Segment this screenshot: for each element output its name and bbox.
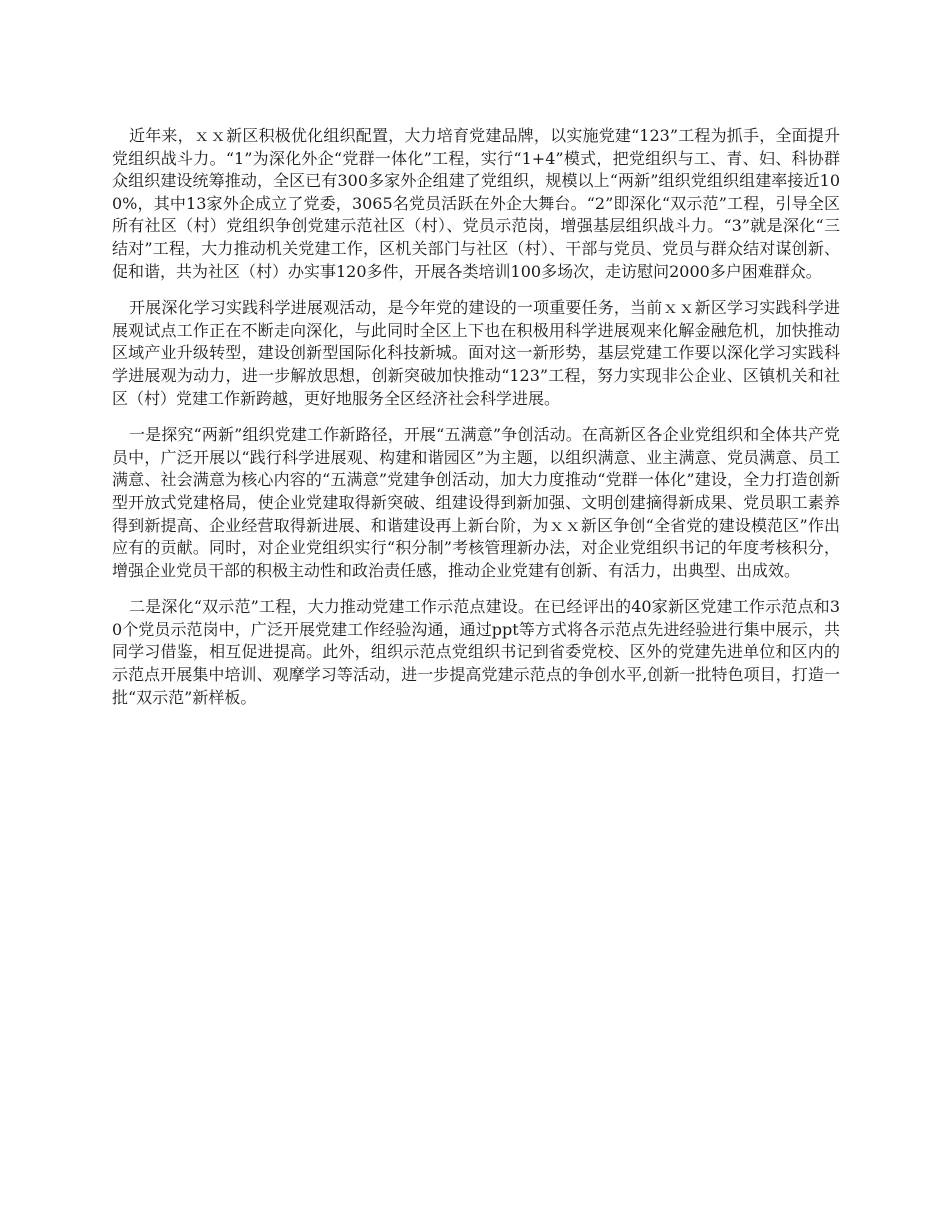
paragraph-2: 开展深化学习实践科学进展观活动，是今年党的建设的一项重要任务，当前ｘｘ新区学习实践科学进展观试点工作正在不断走向深化，与此同时全区上下也在积极用科学进展观来化解金融危机，加快推动区域产业升级转型，建设创新型国际化科技新城。面对这一新形势，基层党建工作要以深化学习实践科学进展观为动力，进一步解放思想，创新突破加快推动“123”工程，努力实现非公企业、区镇机关和社区（村）党建工作新跨越，更好地服务全区经济社会科学进展。 [112, 298, 840, 408]
paragraph-1: 近年来，ｘｘ新区积极优化组织配置，大力培育党建品牌，以实施党建“123”工程为抓手，全面提升党组织战斗力。“1”为深化外企“党群一体化”工程，实行“1+4”模式，把党组织与工、青、妇、科协群众组织建设统筹推动，全区已有300多家外企组建了党组织，规模以上“两新”组织党组织组建率接近100%，其中13家外企成立了党委，3065名党员活跃在外企大舞台。“2”即深化“双示范”工程，引导全区所有社区（村）党组织争创党建示范社区（村）、党员示范岗，增强基层组织战斗力。“3”就是深化“三结对”工程，大力推动机关党建工作，区机关部门与社区（村）、干部与党员、党员与群众结对谋创新、促和谐，共为社区（村）办实事120多件，开展各类培训100多场次，走访慰问2000多户困难群众。 [112, 126, 840, 281]
paragraph-3: 一是探究“两新”组织党建工作新路径，开展“五满意”争创活动。在高新区各企业党组织和全体共产党员中，广泛开展以“践行科学进展观、构建和谐园区”为主题，以组织满意、业主满意、党员满意、员工满意、社会满意为核心内容的“五满意”党建争创活动，加大力度推动“党群一体化”建设，全力打造创新型开放式党建格局，使企业党建取得新突破、组建设得到新加强、文明创建摘得新成果、党员职工素养得到新提高、企业经营取得新进展、和谐建设再上新台阶，为ｘｘ新区争创“全省党的建设模范区”作出应有的贡献。同时，对企业党组织实行“积分制”考核管理新办法，对企业党组织书记的年度考核积分，增强企业党员干部的积极主动性和政治责任感，推动企业党建有创新、有活力，出典型、出成效。 [112, 425, 840, 580]
paragraph-4: 二是深化“双示范”工程，大力推动党建工作示范点建设。在已经评出的40家新区党建工作示范点和30个党员示范岗中，广泛开展党建工作经验沟通，通过ppt等方式将各示范点先进经验进行集中展示，共同学习借鉴，相互促进提高。此外，组织示范点党组织书记到省委党校、区外的党建先进单位和区内的示范点开展集中培训、观摩学习等活动，进一步提高党建示范点的争创水平,创新一批特色项目，打造一批“双示范”新样板。 [112, 597, 840, 707]
document-body [112, 125, 840, 723]
